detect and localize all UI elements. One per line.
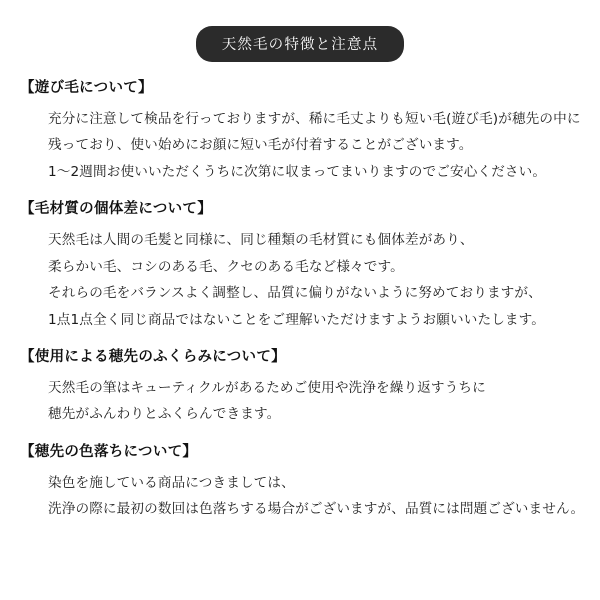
- page-title: 天然毛の特徴と注意点: [196, 26, 405, 62]
- body-line: 天然毛の筆はキューティクルがあるためご使用や洗浄を繰り返すうちに: [48, 379, 486, 396]
- section-heading: 【穂先の色落ちについて】: [20, 443, 198, 460]
- section-material-variation: [16, 199, 584, 333]
- section-body: [48, 375, 584, 428]
- section-heading: 【使用による穂先のふくらみについて】: [20, 349, 286, 365]
- body-line: 1〜2週間お使いいただくうちに次第に収まってまいりますのでご安心ください。: [48, 163, 547, 180]
- body-line: 残っており、使い始めにお顔に短い毛が付着することがございます。: [48, 137, 473, 154]
- body-line: 穂先がふんわりとふくらんできます。: [48, 406, 281, 423]
- body-line: 天然毛は人間の毛髪と同様に、同じ種類の毛材質にも個体差があり、: [48, 232, 474, 248]
- title-container: [16, 0, 584, 76]
- body-line: 柔らかい毛、コシのある毛、クセのある毛など様々です。: [48, 258, 404, 275]
- section-body: [48, 227, 584, 333]
- section-heading: 【遊び毛について】: [20, 80, 153, 96]
- section-body: [48, 106, 584, 186]
- section-color-fading: [16, 442, 584, 523]
- body-line: 染色を施している商品につきましては、: [48, 474, 295, 491]
- body-line: 洗浄の際に最初の数回は色落ちする場合がございますが、品質には問題ございません。: [48, 501, 585, 517]
- section-body: [48, 470, 584, 523]
- body-line: 充分に注意して検品を行っておりますが、稀に毛丈よりも短い毛(遊び毛)が穂先の中に: [48, 110, 581, 127]
- section-asobige: [16, 78, 584, 185]
- section-tip-swelling: [16, 347, 584, 428]
- body-line: それらの毛をバランスよく調整し、品質に偏りがないように努めておりますが、: [48, 285, 542, 301]
- section-heading: 【毛材質の個体差について】: [20, 201, 212, 218]
- body-line: 1点1点全く同じ商品ではないことをご理解いただけますようお願いいたします。: [48, 311, 546, 328]
